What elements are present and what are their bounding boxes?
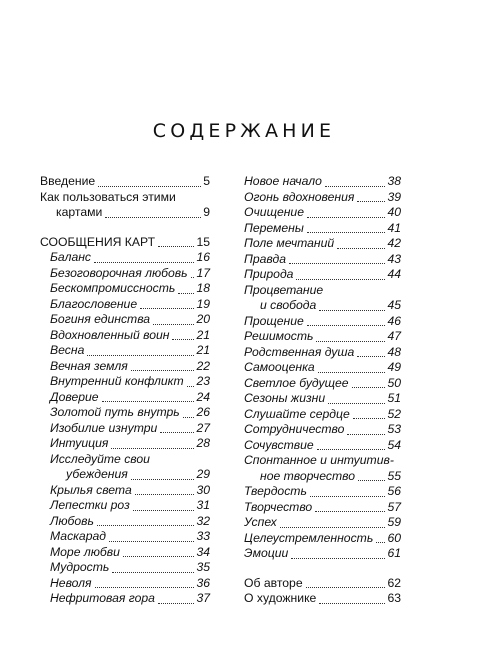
toc-entry-label: Золотой путь внутрь (50, 405, 180, 419)
dot-leader (318, 372, 386, 373)
dot-leader (296, 279, 385, 280)
toc-entry-label: Бескомпромиссность (50, 281, 176, 295)
toc-entry-label: Доверие (50, 389, 99, 404)
toc-entry-page: 15 (196, 234, 210, 249)
dot-leader (358, 480, 385, 481)
dot-leader (319, 310, 385, 311)
toc-entry-page: 44 (387, 267, 401, 281)
toc-entry-label: Море любви (50, 544, 120, 559)
toc-entry[interactable] (50, 436, 210, 452)
toc-entry-page: 40 (387, 205, 401, 219)
dot-leader (123, 556, 195, 557)
dot-leader (307, 325, 386, 326)
toc-entry-page: 48 (387, 344, 401, 359)
toc-entry-label: Целеустремленность (244, 530, 374, 545)
dot-leader (376, 542, 385, 543)
toc-entry-label: Слушайте сердце (244, 406, 350, 421)
toc-entry-label: Вдохновленный воин (50, 327, 170, 342)
toc-entry[interactable] (50, 359, 210, 375)
dot-leader (352, 387, 386, 388)
dot-leader (328, 403, 385, 404)
toc-entry-page: 18 (196, 281, 210, 295)
toc-entry-page: 56 (387, 484, 401, 498)
toc-entry-label: Родственная душа (244, 344, 355, 359)
dot-leader (178, 293, 194, 294)
toc-entry[interactable] (50, 560, 210, 576)
toc-entry[interactable] (244, 591, 401, 607)
dot-leader (94, 262, 194, 263)
toc-entry-page: 54 (387, 437, 401, 452)
toc-entry[interactable] (244, 314, 401, 330)
toc-entry-label: Творчество (244, 499, 313, 514)
toc-entry-page: 34 (196, 544, 210, 559)
toc-entry-page: 23 (196, 374, 210, 388)
dot-leader (191, 277, 195, 278)
toc-entry-label-cont: ное творчество (260, 468, 355, 483)
toc-entry-label-cont: и свобода (260, 298, 317, 312)
toc-entry-label: Любовь (50, 513, 94, 528)
toc-entry[interactable] (244, 438, 401, 454)
toc-entry-page: 29 (196, 467, 210, 481)
toc-entry-page: 50 (387, 375, 401, 390)
toc-entry-label: Процветание (244, 282, 324, 297)
toc-entry-page: 28 (196, 436, 210, 450)
toc-entry[interactable] (40, 452, 210, 483)
dot-leader (187, 386, 195, 387)
toc-entry[interactable] (244, 453, 401, 484)
toc-entry-label: Прощение (244, 313, 304, 328)
toc-entry-label: Богиня единства (50, 312, 151, 326)
toc-entry-page: 57 (387, 499, 401, 514)
toc-entry-label: Сочувствие (244, 437, 314, 452)
toc-entry-page: 27 (196, 420, 210, 435)
dot-leader (183, 417, 195, 418)
toc-entry[interactable] (50, 343, 210, 359)
toc-entry[interactable] (244, 531, 401, 547)
toc-entry[interactable] (244, 345, 401, 361)
dot-leader (316, 341, 385, 342)
toc-entry-label: Успех (244, 515, 277, 529)
toc-entry[interactable] (244, 329, 401, 345)
dot-leader (172, 339, 194, 340)
toc-entry[interactable] (50, 405, 210, 421)
toc-entry-label: Твердость (244, 484, 307, 498)
toc-entry-label: Неволя (50, 575, 92, 590)
dot-leader (291, 558, 385, 559)
dot-leader (307, 217, 385, 218)
toc-entry[interactable] (50, 297, 210, 313)
toc-entry-page: 61 (387, 546, 401, 560)
toc-entry-page: 53 (387, 422, 401, 436)
toc-entry-label-cont: картами (56, 205, 103, 219)
toc-entry-page: 35 (196, 560, 210, 574)
toc-entry-page: 21 (196, 327, 210, 342)
toc-entry[interactable] (50, 250, 210, 266)
dot-leader (325, 186, 386, 187)
toc-entry-page: 41 (387, 220, 401, 235)
toc-entry-label: О художнике (244, 591, 317, 605)
toc-entry-label: Интуиция (50, 436, 109, 450)
toc-entry[interactable] (40, 174, 210, 190)
dot-leader (307, 232, 386, 233)
toc-entry-page: 63 (387, 591, 401, 605)
toc-entry-label: Мудрость (50, 560, 110, 574)
toc-entry[interactable] (244, 236, 401, 252)
dot-leader (280, 527, 386, 528)
toc-entry[interactable] (50, 498, 210, 514)
toc-entry-label: Очищение (244, 205, 304, 219)
toc-entry[interactable] (244, 422, 401, 438)
toc-entry-label-cont: убеждения (66, 467, 128, 481)
dot-leader (158, 246, 194, 247)
toc-entry-label: Новое начало (244, 174, 322, 188)
dot-leader (317, 449, 386, 450)
toc-entry-page: 30 (196, 482, 210, 497)
toc-entry-page: 17 (196, 265, 210, 280)
toc-entry-page: 20 (196, 312, 210, 326)
dot-leader (95, 587, 195, 588)
toc-entry[interactable] (244, 205, 401, 221)
toc-entry-label: Самооценка (244, 360, 315, 374)
toc-column-left (40, 174, 210, 607)
dot-leader (357, 201, 385, 202)
toc-entry[interactable] (244, 190, 401, 206)
toc-entry[interactable] (50, 529, 210, 545)
toc-entry-label: Весна (50, 343, 85, 357)
dot-leader (131, 370, 195, 371)
dot-leader (109, 541, 194, 542)
dot-leader (319, 603, 385, 604)
toc-entry-page: 52 (387, 406, 401, 421)
toc-entry-page: 22 (196, 358, 210, 373)
toc-entry-page: 51 (387, 391, 401, 405)
toc-entry[interactable] (244, 391, 401, 407)
toc-entry-page: 42 (387, 236, 401, 250)
toc-entry[interactable] (50, 266, 210, 282)
toc-entry[interactable] (50, 281, 210, 297)
toc-entry-page: 37 (196, 591, 210, 605)
toc-entry-label: Поле мечтаний (244, 236, 335, 250)
toc-entry-label: Спонтанное и интуитив- (244, 453, 394, 467)
dot-leader (102, 401, 195, 402)
dot-leader (357, 356, 385, 357)
toc-entry[interactable] (244, 500, 401, 516)
toc-entry[interactable] (50, 576, 210, 592)
toc-entry-label: Маскарад (50, 529, 106, 543)
toc-entry[interactable] (50, 374, 210, 390)
dot-leader (140, 308, 194, 309)
toc-entry-page: 24 (196, 389, 210, 404)
toc-entry-page: 39 (387, 189, 401, 204)
dot-leader (97, 525, 195, 526)
dot-leader (111, 448, 194, 449)
toc-entry-label: Безоговорочная любовь (50, 265, 188, 280)
toc-entry-page: 59 (387, 515, 401, 529)
toc-entry[interactable] (244, 252, 401, 268)
dot-leader (158, 603, 194, 604)
toc-entry[interactable] (50, 514, 210, 530)
toc-entry-label: Светлое будущее (244, 375, 349, 390)
dot-leader (337, 248, 385, 249)
toc-entry[interactable] (50, 390, 210, 406)
toc-entry-label: Природа (244, 267, 294, 281)
toc-entry-label: Правда (244, 251, 286, 266)
toc-entry[interactable] (244, 221, 401, 237)
toc-entry-page: 21 (196, 343, 210, 357)
toc-entry-label: Благословение (50, 296, 138, 311)
toc-entry-page: 62 (387, 575, 401, 590)
toc-entry-page: 9 (203, 205, 210, 219)
toc-entry-label: Внутренний конфликт (50, 374, 184, 388)
toc-entry[interactable] (244, 546, 401, 562)
toc-entry[interactable] (244, 407, 401, 423)
toc-entry-label: Сотрудничество (244, 422, 345, 436)
toc-entry[interactable] (244, 360, 401, 376)
toc-entry[interactable] (50, 328, 210, 344)
toc-entry-label: Сезоны жизни (244, 391, 326, 405)
toc-entry-page: 26 (196, 405, 210, 419)
toc-entry-page: 55 (387, 468, 401, 483)
toc-entry[interactable] (50, 421, 210, 437)
toc-entry-page: 31 (196, 498, 210, 512)
toc-entry-page: 47 (387, 329, 401, 343)
dot-leader (105, 217, 201, 218)
toc-entry-label: Как пользоваться этими (40, 189, 176, 204)
toc-entry-label: Исследуйте свои (50, 451, 150, 466)
toc-entry-label: Введение (40, 174, 96, 188)
page-title: СОДЕРЖАНИЕ (152, 120, 336, 142)
toc-entry[interactable] (50, 483, 210, 499)
dot-leader (289, 263, 385, 264)
dot-leader (310, 496, 386, 497)
toc-entry-page: 36 (196, 575, 210, 590)
toc-entry[interactable] (40, 190, 210, 221)
toc-entry-page: 49 (387, 360, 401, 374)
toc-column-right (244, 174, 401, 607)
dot-leader (133, 510, 195, 511)
toc-section-heading[interactable] (40, 235, 210, 251)
toc-entry[interactable] (50, 591, 210, 607)
toc-entry-page: 46 (387, 313, 401, 328)
dot-leader (112, 572, 194, 573)
toc-entry[interactable] (244, 174, 401, 190)
toc-entry[interactable] (244, 283, 401, 314)
toc-entry-page: 32 (196, 513, 210, 528)
toc-entry[interactable] (244, 576, 401, 592)
toc-entry[interactable] (244, 484, 401, 500)
toc-entry-label: Огонь вдохновения (244, 189, 355, 204)
toc-entry-label: Баланс (50, 250, 92, 264)
toc-entry-page: 38 (387, 174, 401, 188)
toc-entry[interactable] (244, 267, 401, 283)
toc-entry-label: СООБЩЕНИЯ КАРТ (40, 234, 156, 249)
dot-leader (353, 418, 386, 419)
toc-entry-label: Лепестки роз (50, 498, 130, 512)
toc-entry-page: 33 (196, 529, 210, 543)
toc-entry-label: Вечная земля (50, 358, 128, 373)
dot-leader (306, 587, 386, 588)
toc-entry-label: Изобилие изнутри (50, 420, 158, 435)
toc-entry-page: 45 (387, 298, 401, 312)
toc-entry-label: Решимость (244, 329, 314, 343)
dot-leader (315, 511, 385, 512)
toc-entry-page: 43 (387, 251, 401, 266)
toc-entry-label: Нефритовая гора (50, 591, 155, 605)
toc-entry[interactable] (244, 515, 401, 531)
dot-leader (135, 494, 195, 495)
toc-entry-label: Перемены (244, 220, 304, 235)
toc-entry-page: 16 (196, 250, 210, 264)
dot-leader (160, 432, 194, 433)
toc-entry-label: Эмоции (244, 546, 289, 560)
toc-entry[interactable] (244, 376, 401, 392)
toc-entry-label: Крылья света (50, 482, 132, 497)
toc-entry-page: 5 (203, 174, 210, 188)
toc-entry[interactable] (50, 545, 210, 561)
toc-entry[interactable] (50, 312, 210, 328)
dot-leader (131, 479, 195, 480)
dot-leader (98, 186, 201, 187)
toc-entry-label: Об авторе (244, 575, 303, 590)
toc-entry-page: 60 (387, 530, 401, 545)
toc-entry-page: 19 (196, 296, 210, 311)
dot-leader (87, 355, 194, 356)
dot-leader (153, 324, 194, 325)
dot-leader (347, 434, 385, 435)
